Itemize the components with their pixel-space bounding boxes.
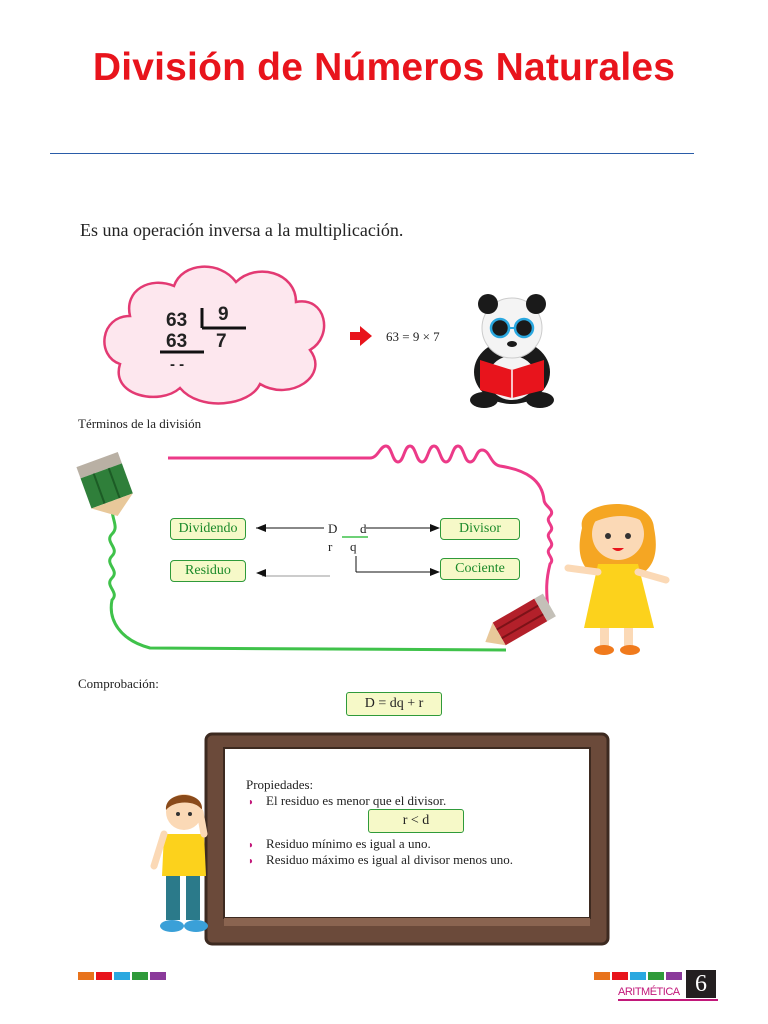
property-item: ◗ Residuo máximo es igual al divisor menos uno.	[248, 852, 514, 867]
footer-color-square	[612, 972, 628, 980]
remainder-value: - -	[170, 356, 185, 373]
dividend-value: 63	[166, 310, 188, 331]
footer-color-square	[666, 972, 682, 980]
red-arrow-icon	[350, 326, 372, 346]
bullet-icon: ◗	[248, 856, 255, 867]
red-pencil-icon	[479, 594, 556, 654]
green-pencil-icon	[76, 452, 138, 523]
check-heading: Comprobación:	[78, 676, 159, 691]
dividend-box: Dividendo	[170, 518, 246, 540]
footer-color-square	[114, 972, 130, 980]
quotient-box: Cociente	[440, 558, 520, 580]
properties-heading: Propiedades:	[246, 777, 314, 792]
footer-rule	[618, 999, 718, 1001]
letter-d: d	[360, 521, 367, 536]
property-item: ◗ El residuo es menor que el divisor.	[248, 793, 447, 808]
girl-illustration	[562, 488, 672, 660]
letter-D: D	[328, 521, 338, 536]
equation-text: 63 = 9 × 7	[386, 329, 440, 344]
residue-box: Residuo	[170, 560, 246, 582]
property-item: ◗ Residuo mínimo es igual a uno.	[248, 836, 431, 851]
footer-color-square	[150, 972, 166, 980]
footer-label: ARITMÉTICA	[618, 986, 680, 998]
quotient-value: 7	[216, 331, 227, 352]
letter-q: q	[350, 539, 357, 554]
divisor-box: Divisor	[440, 518, 520, 540]
intro-text: Es una operación inversa a la multiplicación.	[80, 220, 404, 240]
page-title: División de Números Naturales	[92, 46, 676, 89]
footer-color-square	[648, 972, 664, 980]
check-formula-box: D = dq + r	[346, 692, 442, 716]
page-number: 6	[686, 970, 716, 998]
terms-heading: Términos de la división	[78, 416, 202, 431]
footer-color-square	[132, 972, 148, 980]
title-rule	[50, 153, 694, 154]
footer-color-square	[78, 972, 94, 980]
property-formula-box: r < d	[368, 809, 464, 833]
cloud-illustration	[90, 256, 334, 412]
subtrahend-value: 63	[166, 331, 188, 352]
divisor-value: 9	[218, 304, 229, 325]
cloud-shape	[104, 267, 324, 404]
panda-reading-illustration	[462, 290, 562, 410]
boy-illustration	[150, 790, 220, 940]
term-arrows	[244, 520, 444, 584]
footer-color-square	[630, 972, 646, 980]
footer-color-square	[96, 972, 112, 980]
bullet-icon: ◗	[248, 797, 255, 808]
letter-r: r	[328, 539, 333, 554]
bullet-icon: ◗	[248, 840, 255, 851]
footer-color-square	[594, 972, 610, 980]
